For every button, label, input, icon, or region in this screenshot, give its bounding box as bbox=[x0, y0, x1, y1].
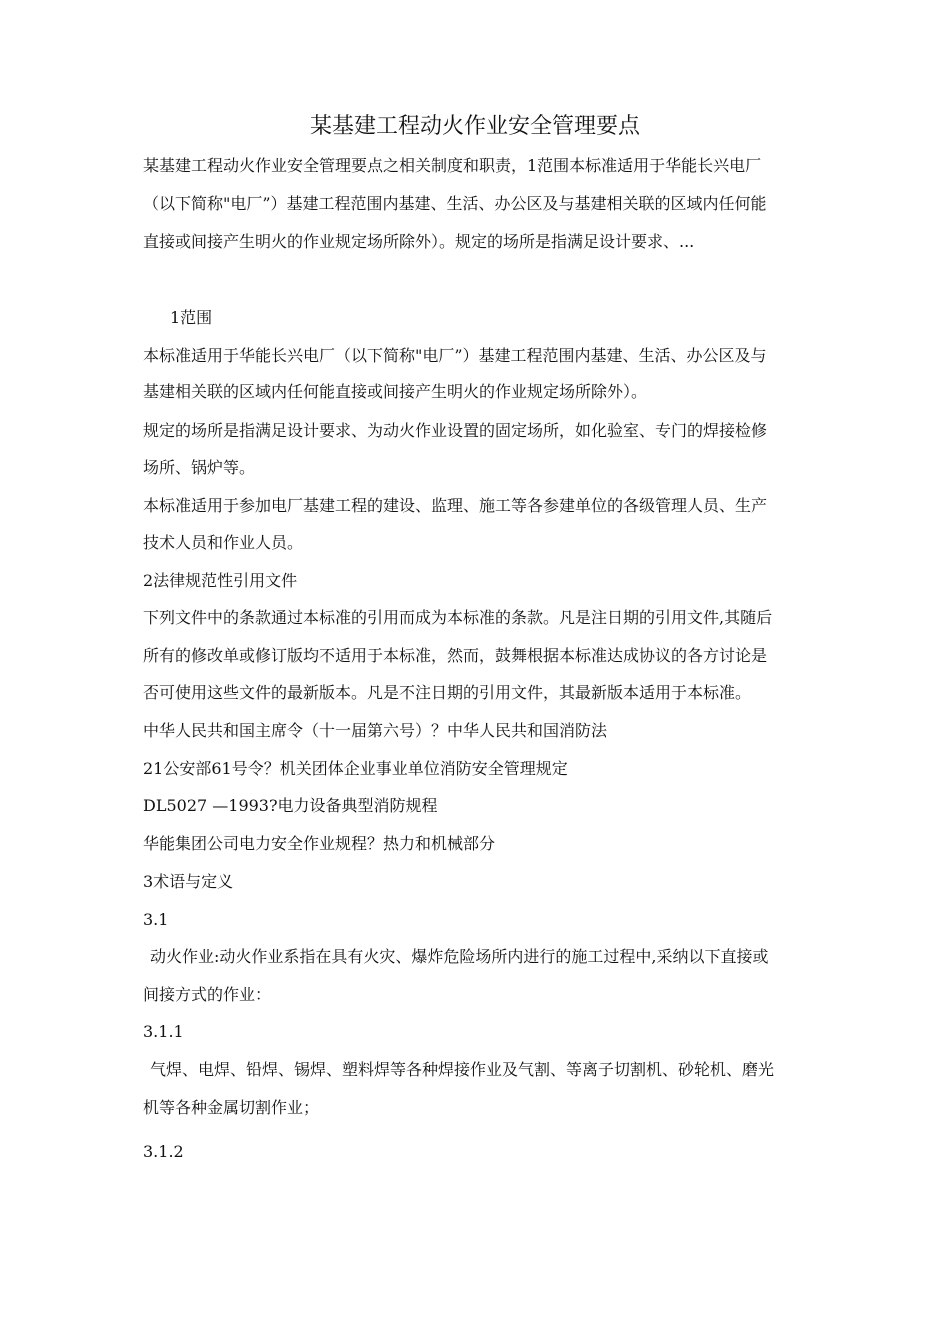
paragraph-line: 否可使用这些文件的最新版本。凡是不注日期的引用文件，其最新版本适用于本标准。 bbox=[143, 683, 752, 702]
reference-item: DL5027 —1993?电力设备典型消防规程 bbox=[143, 796, 438, 815]
paragraph-line: 气焊、电焊、铅焊、锡焊、塑料焊等各种焊接作业及气割、等离子切割机、砂轮机、磨光 bbox=[150, 1060, 775, 1079]
reference-item: 华能集团公司电力安全作业规程？热力和机械部分 bbox=[143, 834, 496, 853]
clause-number: 3.1.2 bbox=[143, 1142, 184, 1161]
section-heading-references: 2法律规范性引用文件 bbox=[143, 571, 298, 590]
paragraph-line: 所有的修改单或修订版均不适用于本标准，然而，鼓舞根据本标准达成协议的各方讨论是 bbox=[143, 646, 768, 665]
paragraph-line: 机等各种金属切割作业； bbox=[143, 1098, 320, 1117]
section-heading-terms: 3术语与定义 bbox=[143, 872, 234, 891]
abstract-line-2: （以下简称"电厂”）基建工程范围内基建、生活、办公区及与基建相关联的区域内任何能 bbox=[143, 194, 767, 213]
paragraph-line: 基建相关联的区域内任何能直接或间接产生明火的作业规定场所除外）。 bbox=[143, 382, 648, 401]
page-title: 某基建工程动火作业安全管理要点 bbox=[309, 114, 640, 139]
paragraph-line: 场所、锅炉等。 bbox=[143, 458, 256, 477]
paragraph-line: 规定的场所是指满足设计要求、为动火作业设置的固定场所，如化验室、专门的焊接检修 bbox=[143, 421, 768, 440]
abstract-line-3: 直接或间接产生明火的作业规定场所除外）。规定的场所是指满足设计要求、... bbox=[143, 232, 695, 251]
reference-item: 中华人民共和国主席令（十一届第六号）？中华人民共和国消防法 bbox=[143, 721, 608, 740]
reference-item: 21公安部61号令？机关团体企业事业单位消防安全管理规定 bbox=[143, 759, 568, 778]
paragraph-line: 间接方式的作业： bbox=[143, 985, 272, 1004]
clause-number: 3.1.1 bbox=[143, 1022, 184, 1041]
paragraph-line: 本标准适用于参加电厂基建工程的建设、监理、施工等各参建单位的各级管理人员、生产 bbox=[143, 496, 768, 515]
paragraph-line: 动火作业:动火作业系指在具有火灾、爆炸危险场所内进行的施工过程中,采纳以下直接或 bbox=[150, 947, 769, 966]
paragraph-line: 技术人员和作业人员。 bbox=[143, 533, 304, 552]
paragraph-line: 下列文件中的条款通过本标准的引用而成为本标准的条款。凡是注日期的引用文件,其随后 bbox=[143, 608, 773, 627]
section-heading-scope: 1范围 bbox=[170, 308, 213, 327]
paragraph-line: 本标准适用于华能长兴电厂（以下简称"电厂”）基建工程范围内基建、生活、办公区及与 bbox=[143, 346, 767, 365]
abstract-line-1: 某基建工程动火作业安全管理要点之相关制度和职责，1范围本标准适用于华能长兴电厂 bbox=[143, 156, 762, 175]
clause-number: 3.1 bbox=[143, 910, 169, 929]
